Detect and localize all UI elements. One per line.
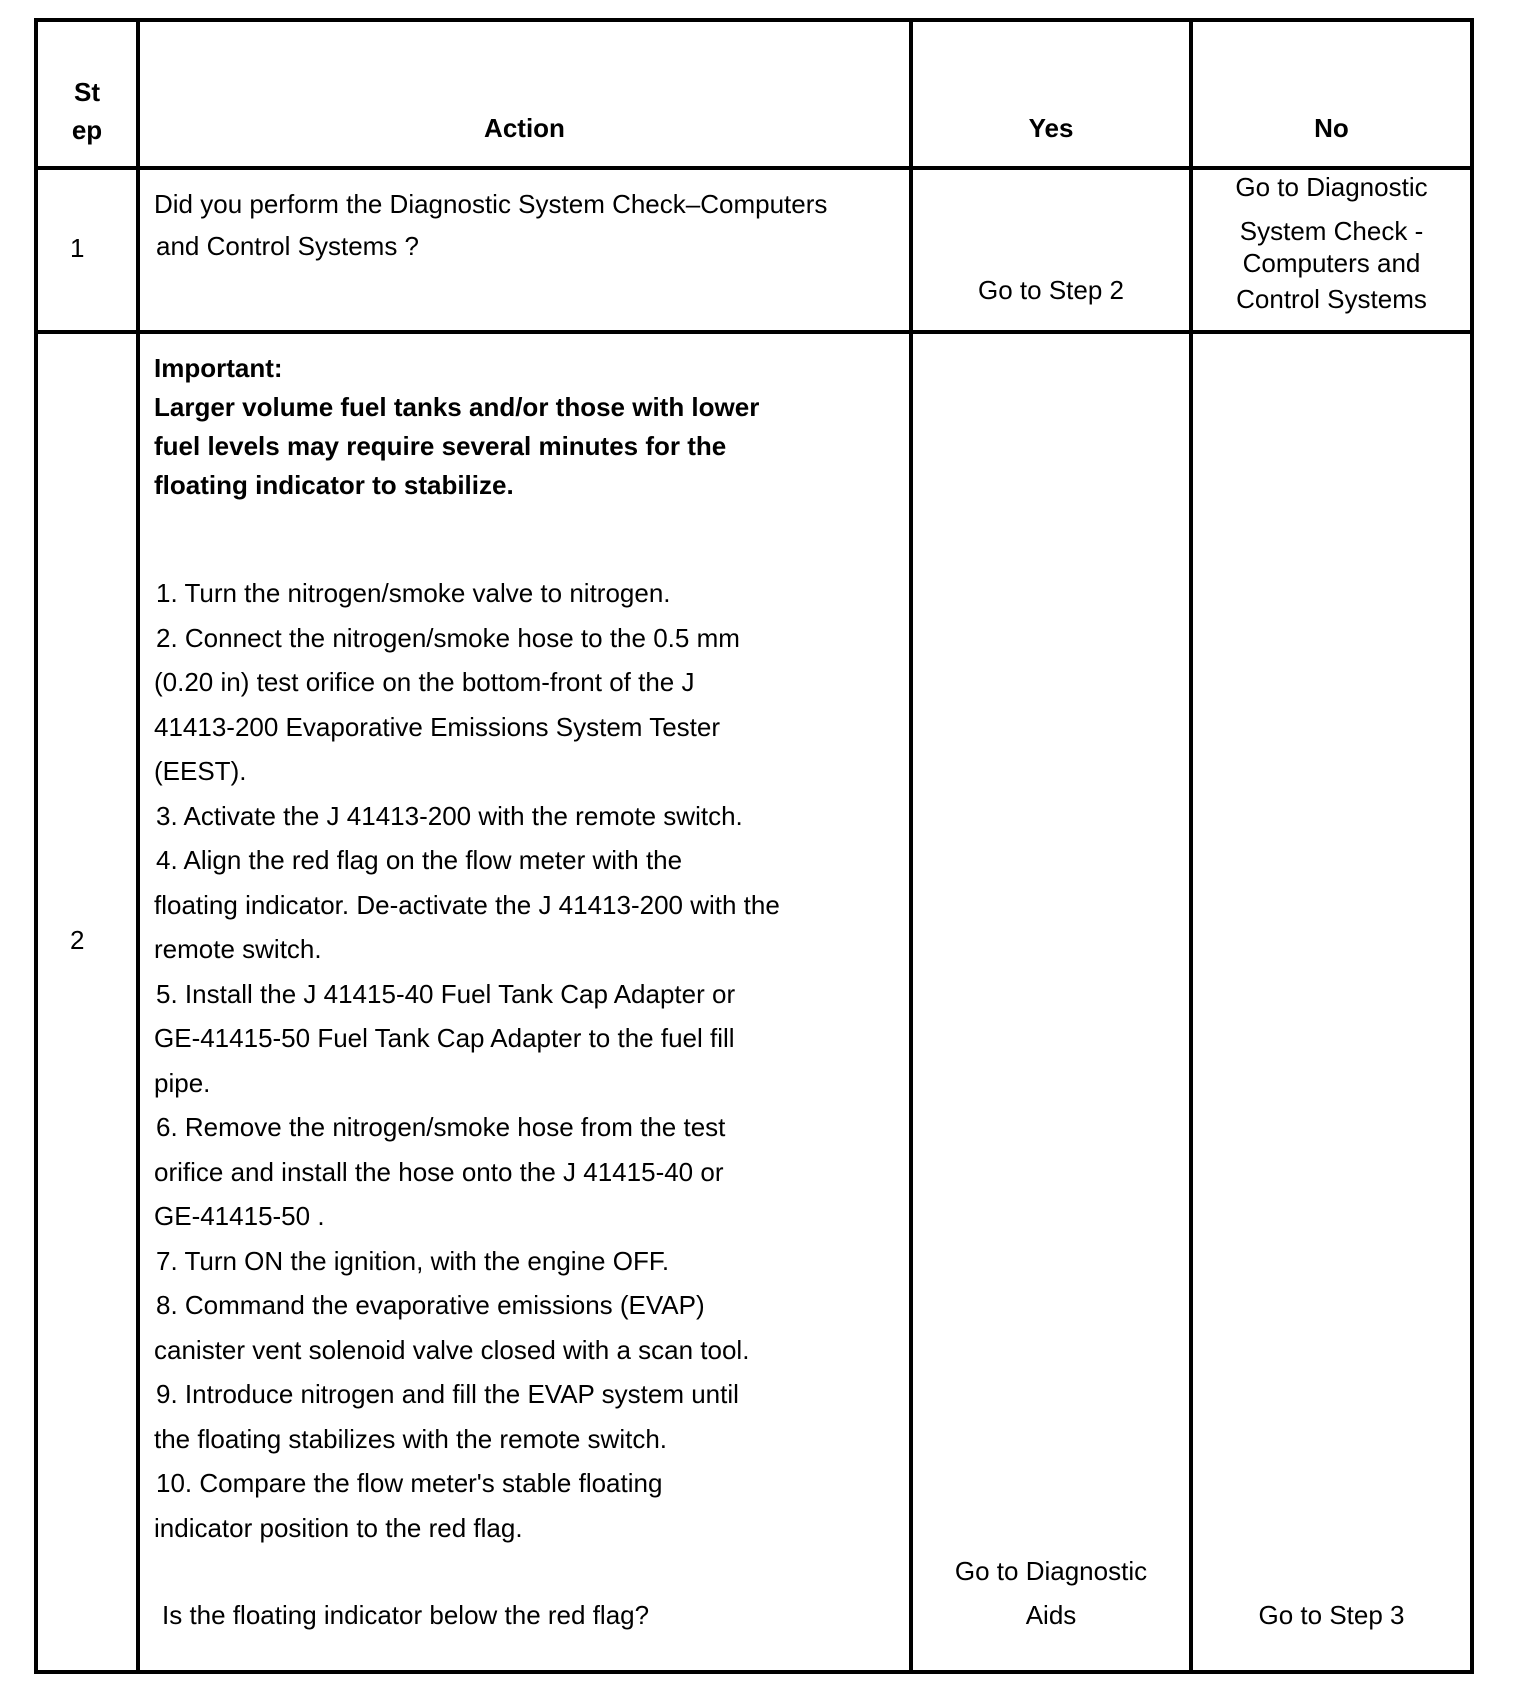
step-2-yes-cell	[911, 332, 1191, 1672]
header-yes: Yes	[1028, 113, 1074, 143]
important-note-line: Larger volume fuel tanks and/or those with lower	[154, 392, 760, 422]
step-1-action-cell	[138, 168, 911, 332]
step-2-yes-line[interactable]: Aids	[1025, 1600, 1077, 1630]
action-step-line: GE-41415-50 .	[154, 1201, 325, 1231]
action-step-line: indicator position to the red flag.	[154, 1513, 523, 1543]
header-no-cell	[1191, 20, 1472, 168]
action-step-line: the floating stabilizes with the remote switch.	[154, 1424, 668, 1454]
action-step-line: 6. Remove the nitrogen/smoke hose from the test	[156, 1112, 726, 1142]
action-step-line: 41413-200 Evaporative Emissions System Tester	[154, 712, 721, 742]
step-2-no-cell	[1191, 332, 1472, 1672]
step-1-no-line[interactable]: Computers and	[1242, 248, 1421, 278]
action-step-line: pipe.	[154, 1068, 211, 1098]
step-1-action-line: Did you perform the Diagnostic System Check–Computers	[154, 189, 828, 219]
header-action-cell	[138, 20, 911, 168]
step-row-1	[36, 168, 1472, 332]
step-2-question: Is the floating indicator below the red flag?	[162, 1600, 650, 1630]
important-label: Important:	[154, 353, 283, 383]
header-yes-cell	[911, 20, 1191, 168]
action-step-line: 1. Turn the nitrogen/smoke valve to nitrogen.	[156, 578, 671, 608]
header-step-cell	[36, 20, 138, 168]
step-2-no-link[interactable]: Go to Step 3	[1258, 1600, 1405, 1630]
action-step-line: remote switch.	[154, 934, 322, 964]
step-1-no-line[interactable]: System Check -	[1239, 216, 1424, 246]
step-1-action-line: and Control Systems ?	[156, 231, 420, 261]
step-1-no-line[interactable]: Control Systems	[1236, 284, 1427, 314]
diagnostic-table	[34, 18, 1474, 1674]
step-2-yes-line[interactable]: Go to Diagnostic	[954, 1556, 1148, 1586]
step-1-yes-link[interactable]: Go to Step 2	[978, 275, 1124, 305]
action-step-line: 2. Connect the nitrogen/smoke hose to the 0.5 mm	[156, 623, 740, 653]
step-2-action-cell	[138, 332, 911, 1672]
step-number: 2	[70, 925, 85, 955]
step-row-2	[36, 332, 1472, 1672]
important-note-line: fuel levels may require several minutes for the	[154, 431, 727, 461]
action-step-line: 4. Align the red flag on the flow meter with the	[156, 845, 683, 875]
step-number: 1	[70, 233, 85, 263]
action-step-line: 8. Command the evaporative emissions (EVAP)	[156, 1290, 705, 1320]
header-no: No	[1314, 113, 1349, 143]
header-action: Action	[484, 113, 565, 143]
action-step-line: 5. Install the J 41415-40 Fuel Tank Cap Adapter or	[156, 979, 736, 1009]
step-1-number-cell	[36, 168, 138, 332]
action-step-line: 10. Compare the flow meter's stable floating	[156, 1468, 663, 1498]
header-row	[36, 20, 1472, 168]
action-step-line: (0.20 in) test orifice on the bottom-front of the J	[154, 667, 695, 697]
action-step-line: 3. Activate the J 41413-200 with the remote switch.	[156, 801, 743, 831]
important-note-line: floating indicator to stabilize.	[154, 470, 514, 500]
step-2-number-cell	[36, 332, 138, 1672]
action-step-line: GE-41415-50 Fuel Tank Cap Adapter to the fuel fill	[154, 1023, 735, 1053]
step-1-no-line[interactable]: Go to Diagnostic	[1235, 172, 1428, 202]
step-1-yes-cell	[911, 168, 1191, 332]
header-step-line1: St	[74, 77, 100, 107]
header-step-line2: ep	[71, 115, 103, 145]
action-step-line: orifice and install the hose onto the J 41415-40 or	[154, 1157, 724, 1187]
action-step-line: 9. Introduce nitrogen and fill the EVAP system until	[156, 1379, 739, 1409]
step-1-no-cell	[1191, 168, 1472, 332]
action-step-line: canister vent solenoid valve closed with a scan tool.	[154, 1335, 750, 1365]
action-step-line: (EEST).	[154, 756, 247, 786]
action-step-line: 7. Turn ON the ignition, with the engine OFF.	[156, 1246, 670, 1276]
action-step-line: floating indicator. De-activate the J 41413-200 with the	[154, 890, 780, 920]
